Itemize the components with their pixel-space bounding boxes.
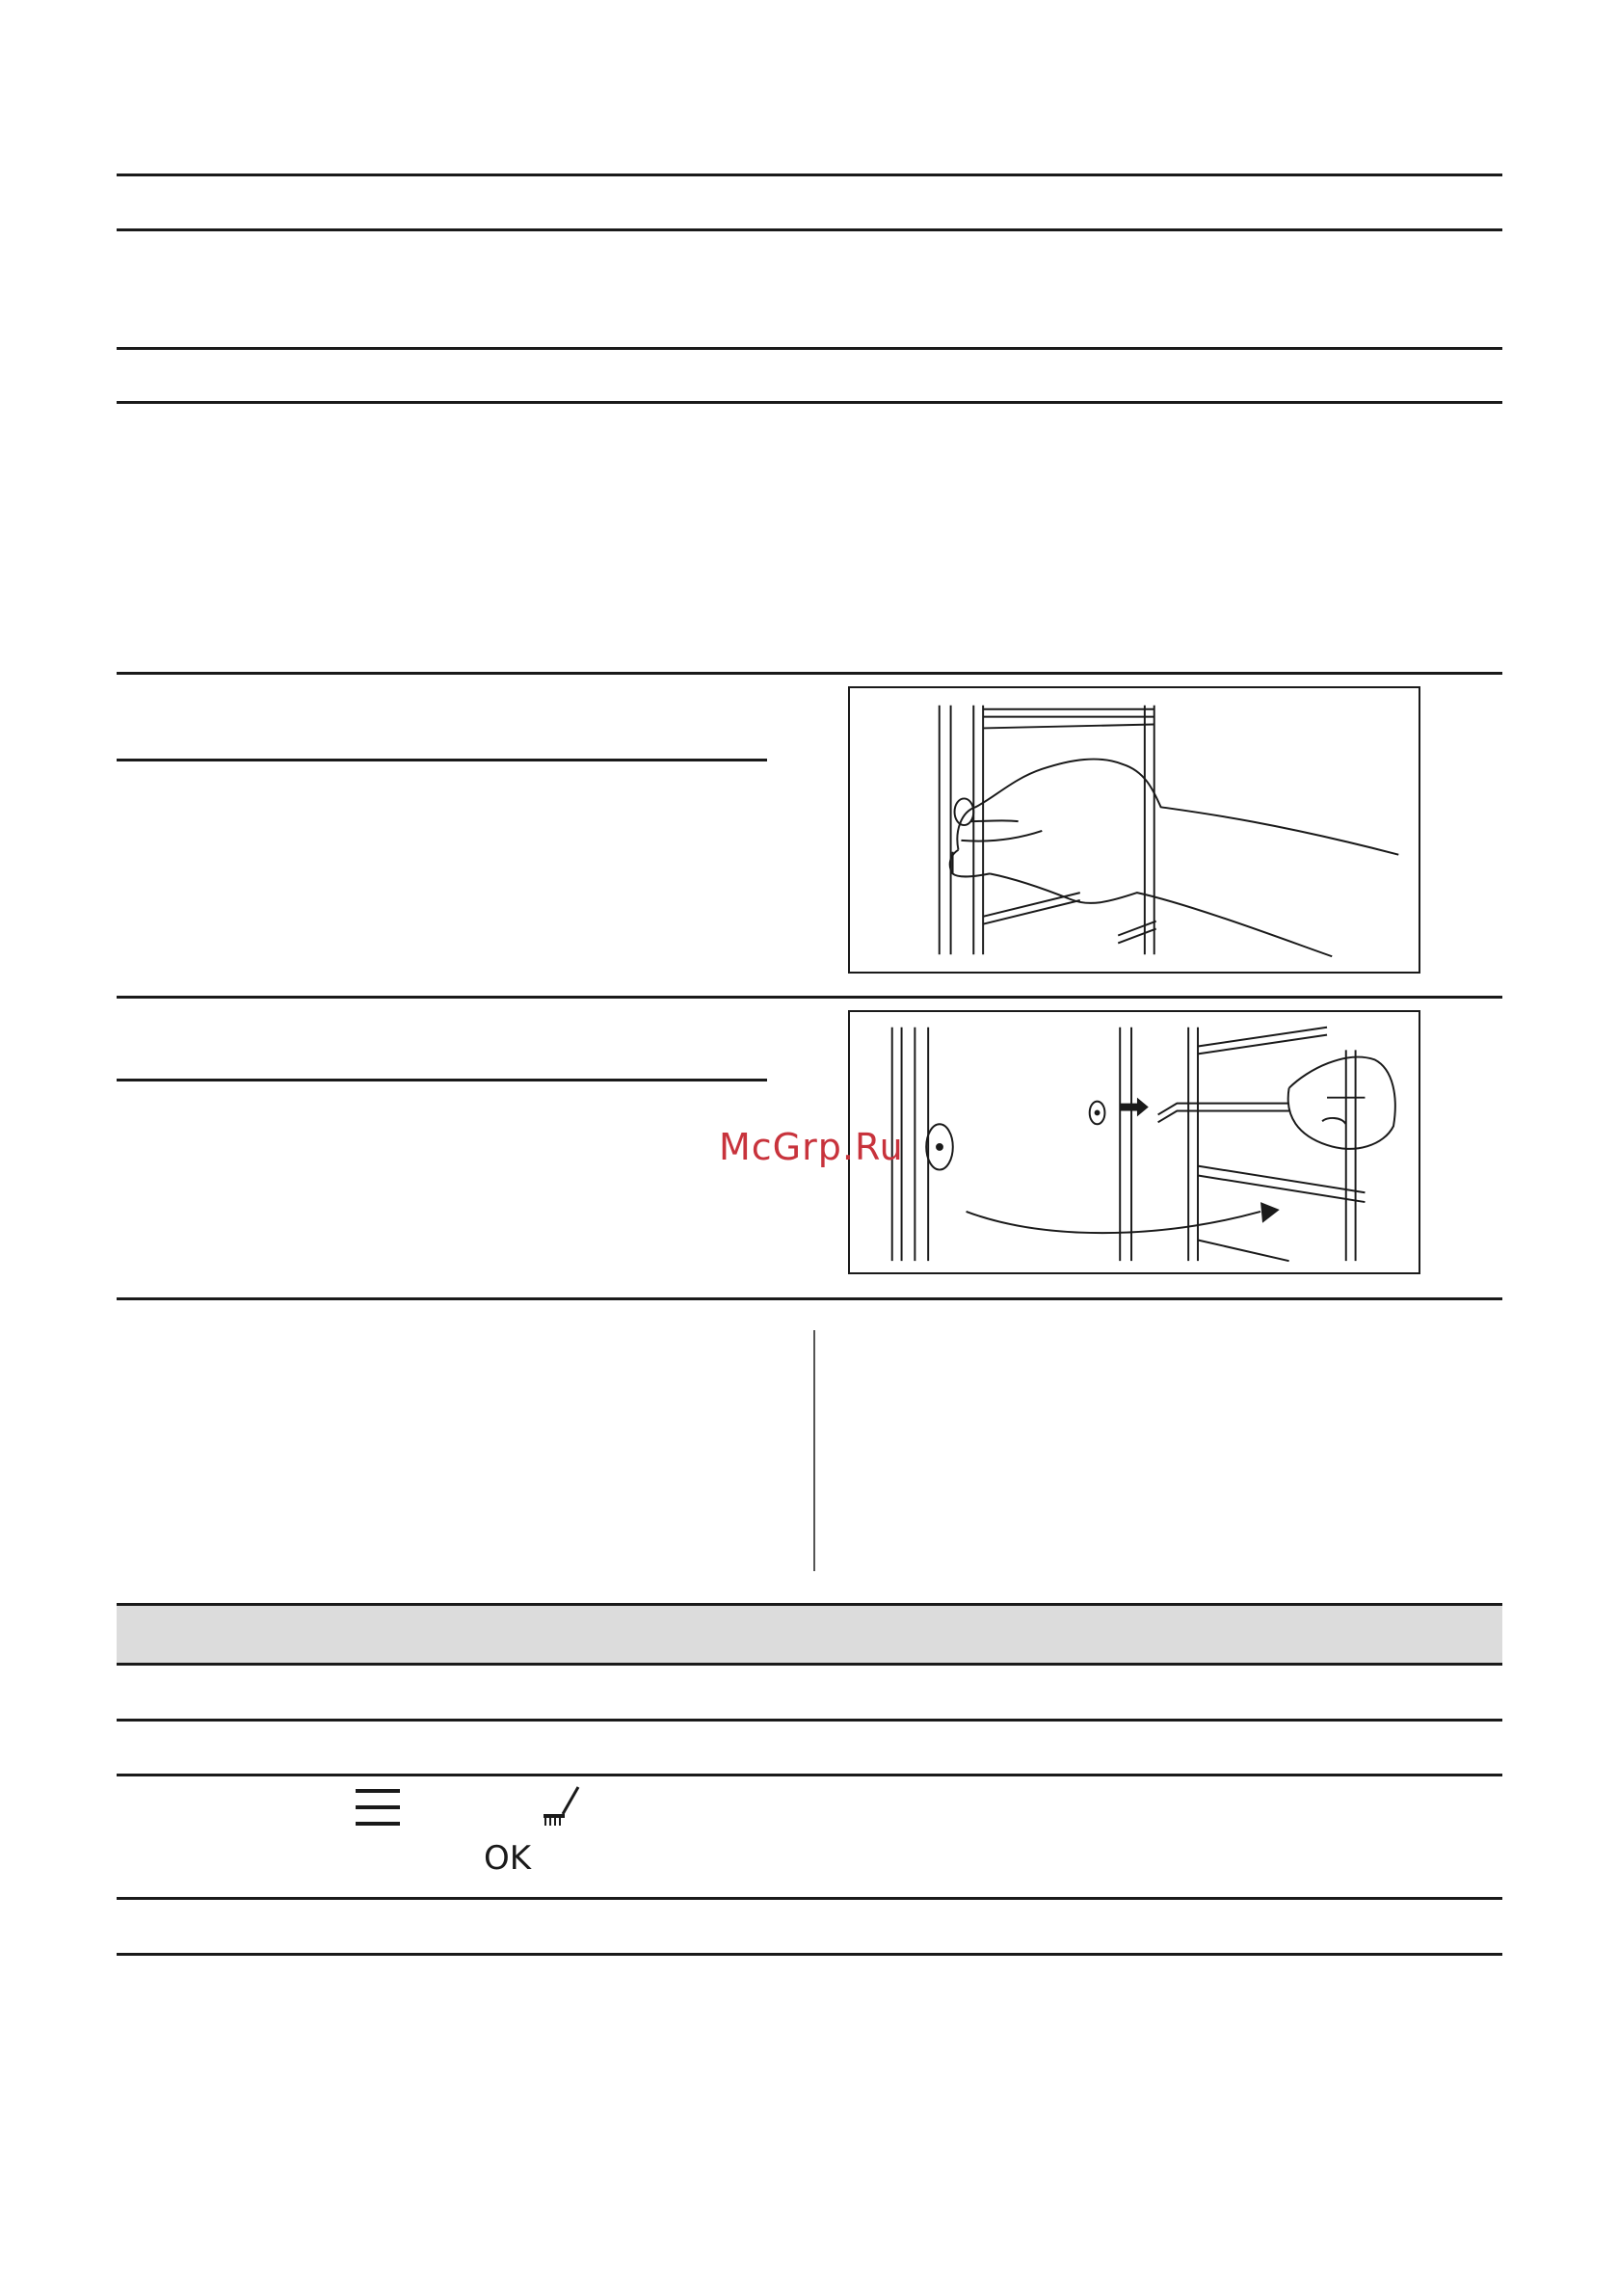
ok-icon: OK (484, 1839, 532, 1878)
watermark: McGrp.Ru (719, 1126, 904, 1168)
shelf-support-pivot-illustration (850, 1012, 1419, 1272)
table-row-rule (117, 347, 1502, 350)
table-header-rule (117, 1663, 1502, 1666)
figure-remove-shelf-support-rear (848, 1010, 1420, 1274)
figure-remove-shelf-support-front (848, 686, 1420, 974)
table-row-rule (117, 1719, 1502, 1722)
section-rule (117, 996, 1502, 999)
hand-pulling-shelf-support-illustration (850, 688, 1419, 972)
table-row-rule (117, 1897, 1502, 1900)
table-row-rule (117, 1774, 1502, 1776)
table-bottom-rule (117, 1953, 1502, 1956)
table-top-rule (117, 174, 1502, 176)
column-divider (813, 1330, 815, 1571)
table-row-rule (117, 401, 1502, 404)
cleaning-brush-icon (542, 1785, 582, 1828)
section-rule (117, 672, 1502, 675)
step-rule (117, 1079, 767, 1081)
table-header-shaded (117, 1606, 1502, 1664)
step-rule (117, 759, 767, 761)
table-header-rule (117, 228, 1502, 231)
section-rule (117, 1297, 1502, 1300)
menu-icon (356, 1789, 400, 1828)
